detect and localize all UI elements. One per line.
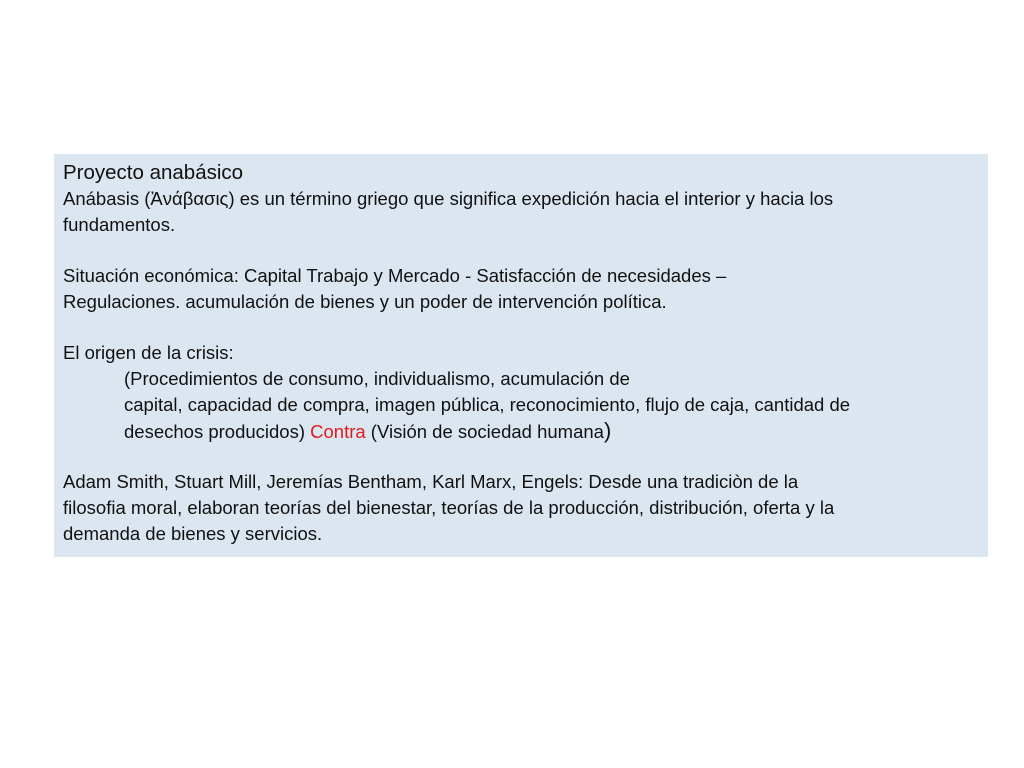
crisis-heading: El origen de la crisis: xyxy=(63,342,234,363)
authors-line-1: Adam Smith, Stuart Mill, Jeremías Bentham, Karl Marx, Engels: Desde una tradiciòn de la xyxy=(63,471,799,492)
crisis-line-3 xyxy=(63,418,978,444)
economic-situation-line-2: Regulaciones. acumulación de bienes y un poder de intervención política. xyxy=(63,291,667,312)
authors-line-3: demanda de bienes y servicios. xyxy=(63,523,323,544)
crisis-line-2: capital, capacidad de compra, imagen pública, reconocimiento, flujo de caja, cantidad de xyxy=(124,394,851,415)
economic-situation-line-1: Situación económica: Capital Trabajo y Mercado - Satisfacción de necesidades – xyxy=(63,265,727,286)
crisis-closing-paren: ) xyxy=(603,418,612,443)
slide-title: Proyecto anabásico xyxy=(63,161,244,184)
contra-label: Contra xyxy=(310,421,366,442)
paragraph-spacer xyxy=(63,444,978,469)
crisis-line-3-start: desechos producidos) xyxy=(124,421,311,442)
definition-line-2: fundamentos. xyxy=(63,214,176,235)
paragraph-spacer xyxy=(63,315,978,340)
definition-line-1: Anábasis (Ἀνάβασις) es un término griego que significa expedición hacia el interior y hacia los xyxy=(63,188,834,209)
content-text-box xyxy=(54,154,988,557)
crisis-line-1: (Procedimientos de consumo, individualismo, acumulación de xyxy=(124,368,630,389)
paragraph-spacer xyxy=(63,238,978,263)
authors-line-2: filosofia moral, elaboran teorías del bienestar, teorías de la producción, distribución, oferta y la xyxy=(63,497,835,518)
crisis-line-3-end: (Visión de sociedad humana xyxy=(365,421,604,442)
